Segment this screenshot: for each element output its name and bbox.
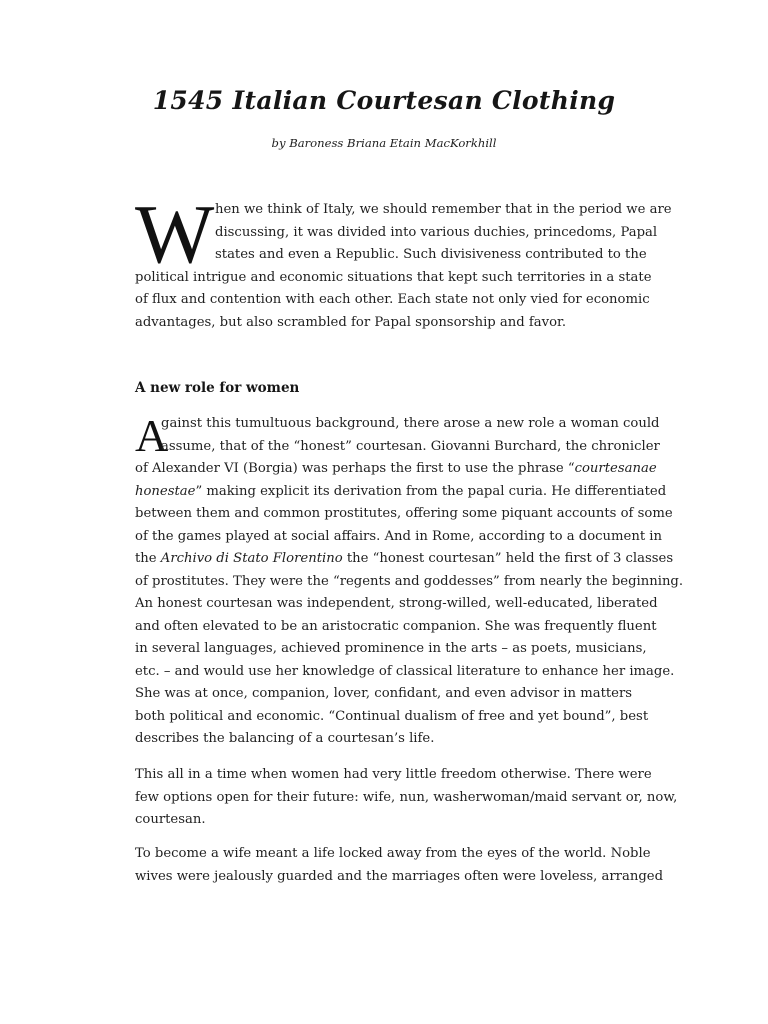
text-line: She was at once, companion, lover, confidant, and even advisor in matters [135, 686, 633, 701]
text-line: courtesan. [135, 812, 206, 827]
italic-phrase: honestae [135, 483, 196, 499]
text-line: advantages, but also scrambled for Papal sponsorship and favor. [135, 314, 567, 330]
text-line: assume, that of the “honest” courtesan. Giovanni Burchard, the chronicler [161, 438, 660, 454]
drop-cap-a: A [135, 410, 169, 461]
text-line [135, 481, 667, 504]
text-line: few options open for their future: wife, nun, washerwoman/maid servant or, now, [135, 789, 678, 805]
text-line: in several languages, achieved prominence in the arts – as poets, musicians, [135, 641, 647, 656]
text-run: the “honest courtesan” held the first of 3 classes [342, 551, 674, 566]
text-line: To become a wife meant a life locked away from the eyes of the world. Noble [135, 846, 651, 861]
text-run: of Alexander VI (Borgia) was perhaps the first to use the phrase “ [135, 461, 575, 476]
intro-paragraph [135, 199, 672, 334]
text-line: An honest courtesan was independent, strong-willed, well-educated, liberated [135, 596, 658, 611]
text-line: and often elevated to be an aristocratic companion. She was frequently fluent [135, 618, 657, 634]
text-run: the [135, 551, 161, 566]
text-line: This all in a time when women had very little freedom otherwise. There were [135, 767, 652, 782]
text-run: ” making explicit its derivation from the papal curia. He differentiated [195, 483, 667, 499]
text-line: between them and common prostitutes, offering some piquant accounts of some [135, 506, 673, 521]
text-line: wives were jealously guarded and the marriages often were loveless, arranged [135, 868, 664, 884]
italic-phrase: courtesanae [574, 461, 657, 476]
text-line [135, 458, 657, 481]
text-line [135, 548, 674, 571]
paragraph-three [135, 764, 678, 832]
section-heading: A new role for women [135, 380, 300, 396]
text-line: discussing, it was divided into various duchies, princedoms, Papal [215, 224, 658, 240]
text-line: hen we think of Italy, we should remember that in the period we are [215, 202, 672, 217]
text-line: of flux and contention with each other. Each state not only vied for economic [135, 292, 650, 307]
text-line: of prostitutes. They were the “regents and goddesses” from nearly the beginning. [135, 573, 684, 589]
text-line: describes the balancing of a courtesan’s life. [135, 731, 435, 746]
drop-cap-w: W [135, 188, 215, 281]
section-paragraph [135, 410, 684, 751]
text-line: gainst this tumultuous background, there arose a new role a woman could [161, 416, 660, 431]
page-title: 1545 Italian Courtesan Clothing [152, 86, 616, 115]
text-line: both political and economic. “Continual dualism of free and yet bound”, best [135, 708, 649, 724]
italic-phrase: Archivo di Stato Florentino [160, 551, 343, 566]
text-line: of the games played at social affairs. And in Rome, according to a document in [135, 528, 663, 544]
text-line: political intrigue and economic situations that kept such territories in a state [135, 269, 652, 285]
text-line: etc. – and would use her knowledge of classical literature to enhance her image. [135, 663, 675, 679]
paragraph-four [135, 843, 664, 888]
text-line: states and even a Republic. Such divisiveness contributed to the [215, 247, 647, 262]
author-byline: by Baroness Briana Etain MacKorkhill [271, 136, 497, 150]
